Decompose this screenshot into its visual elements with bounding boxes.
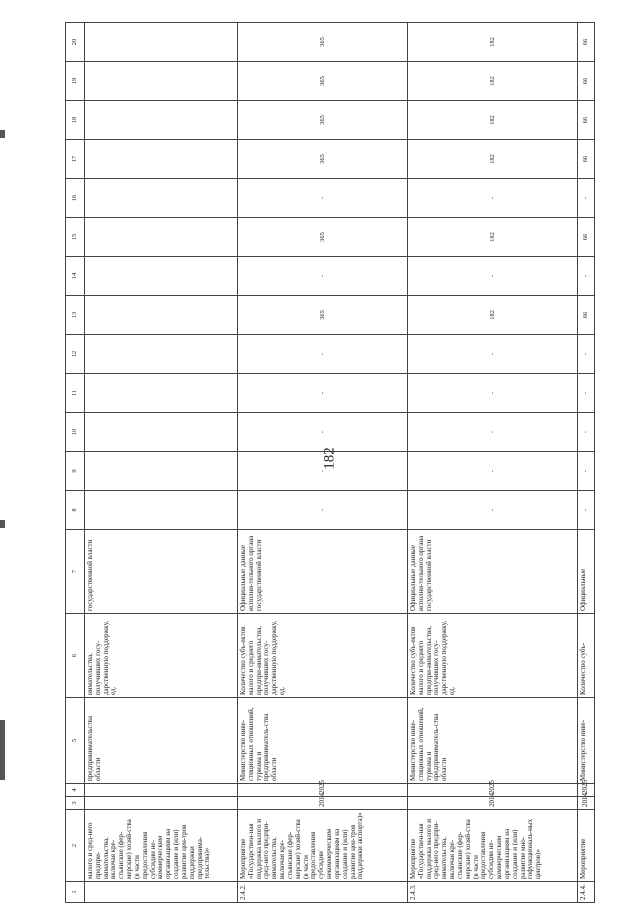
value-cell: - [238, 257, 408, 296]
header-cell: 19 [66, 62, 85, 101]
table-row [238, 23, 408, 903]
value-cell: - [578, 335, 595, 374]
executor: Министерство инве-стиционных отношений, туризма и предприниматель-ства области [238, 698, 408, 784]
row-number: 2.4.4. [578, 882, 595, 903]
measure-name: Мероприятие «Государствен-ная поддержка малого и сред-него предпри-нимательства, включая кре-стьянские (фер-мерские) хозяй-ства (в части предоставления субсидии некоммерческим организациям на создание и (или) развитие цен-тров поддержки экспорта)» [238, 810, 408, 882]
value-cell: 365 [238, 296, 408, 335]
value-cell: - [578, 179, 595, 218]
value-cell: - [408, 257, 578, 296]
header-cell: 18 [66, 101, 85, 140]
header-cell: 3 [66, 797, 85, 810]
row-number [85, 882, 238, 903]
value-cell [85, 296, 238, 335]
value-cell [85, 140, 238, 179]
header-cell: 6 [66, 614, 85, 698]
value-cell [85, 491, 238, 530]
value-cell: - [238, 413, 408, 452]
value-cell [85, 374, 238, 413]
header-cell: 4 [66, 784, 85, 797]
value-cell: 182 [408, 296, 578, 335]
indicator: Количество субъ- [578, 614, 595, 698]
binding-mark [0, 130, 5, 138]
value-cell: - [238, 374, 408, 413]
value-cell: 365 [238, 23, 408, 62]
row-number: 2.4.2. [238, 882, 408, 903]
value-cell [85, 179, 238, 218]
value-cell: - [578, 374, 595, 413]
header-cell: 15 [66, 218, 85, 257]
indicator: нимательства, получивших госу-дарственную поддержку, ед. [85, 614, 238, 698]
value-cell: 365 [238, 62, 408, 101]
value-cell: - [408, 374, 578, 413]
start-year: 2014 [408, 797, 578, 810]
value-cell: 182 [408, 218, 578, 257]
executor: Министерство инве-стиционных отношений, туризма и предприниматель-ства области [408, 698, 578, 784]
value-cell: 182 [408, 101, 578, 140]
value-cell: - [238, 491, 408, 530]
value-cell: 66 [578, 140, 595, 179]
header-cell: 2 [66, 810, 85, 882]
header-cell: 17 [66, 140, 85, 179]
data-source: государственной власти [85, 530, 238, 614]
indicator: Количество субъ-ектов малого и среднего предпри-нимательства, получивших госу-дарственную поддержку, ед. [238, 614, 408, 698]
measure-name: Мероприятие [578, 810, 595, 882]
value-cell: 182 [408, 23, 578, 62]
value-cell: - [408, 335, 578, 374]
row-number: 2.4.3. [408, 882, 578, 903]
end-year: 2025 [408, 784, 578, 797]
value-cell: 66 [578, 218, 595, 257]
binding-mark [0, 520, 5, 528]
value-cell: - [408, 179, 578, 218]
value-cell: - [408, 452, 578, 491]
value-cell: - [238, 179, 408, 218]
value-cell: - [408, 413, 578, 452]
indicator: Количество субъ-ектов малого и среднего предпри-нимательства, получивших госу-дарственную поддержку, ед. [408, 614, 578, 698]
table-row [578, 23, 595, 903]
executor: предпринимательства области [85, 698, 238, 784]
value-cell: 66 [578, 23, 595, 62]
header-cell: 9 [66, 452, 85, 491]
data-source: Официальные [578, 530, 595, 614]
table-row [408, 23, 578, 903]
value-cell [85, 452, 238, 491]
indicators-table [65, 22, 595, 903]
value-cell: 66 [578, 101, 595, 140]
header-cell: 13 [66, 296, 85, 335]
value-cell: 182 [408, 140, 578, 179]
header-cell: 16 [66, 179, 85, 218]
value-cell: 365 [238, 101, 408, 140]
header-cell: 11 [66, 374, 85, 413]
header-cell: 10 [66, 413, 85, 452]
value-cell: - [238, 452, 408, 491]
value-cell [85, 413, 238, 452]
end-year [85, 784, 238, 797]
measure-name: малого и сред-него предпри-нимательства, включая кре-стьянские (фер-мерские) хозяй-ства (в части предоставления субсидии не-коммерческим организациям на создание и (или) развитие цен-тров поддержки предпринима-тельства)» [85, 810, 238, 882]
measure-name: Мероприятие «Государствен-ная поддержка малого и сред-него предпри-нимательства, включая кре-стьянские (фер-мерские) хозяй-ства (в части предоставления субсидии не-коммерческим организациям на создание и (или) развитие мно-гофункциональ-ных центров)» [408, 810, 578, 882]
header-cell: 14 [66, 257, 85, 296]
header-cell: 20 [66, 23, 85, 62]
value-cell: 66 [578, 62, 595, 101]
start-year: 2014 [238, 797, 408, 810]
header-cell: 12 [66, 335, 85, 374]
value-cell: - [238, 335, 408, 374]
value-cell: - [578, 257, 595, 296]
header-cell: 1 [66, 882, 85, 903]
header-cell: 5 [66, 698, 85, 784]
data-source: Официальные данные исполни-тельного органа государственной власти [238, 530, 408, 614]
table-container [65, 37, 595, 903]
value-cell: 66 [578, 296, 595, 335]
value-cell: 365 [238, 140, 408, 179]
value-cell [85, 23, 238, 62]
value-cell [85, 257, 238, 296]
value-cell [85, 335, 238, 374]
start-year [85, 797, 238, 810]
value-cell: - [578, 452, 595, 491]
value-cell: 182 [408, 62, 578, 101]
end-year: 2025 [238, 784, 408, 797]
header-cell: 7 [66, 530, 85, 614]
header-row [66, 23, 85, 903]
header-cell: 8 [66, 491, 85, 530]
value-cell: - [578, 491, 595, 530]
binding-mark [0, 720, 5, 780]
data-source: Официальные данные исполни-тельного органа государственной власти [408, 530, 578, 614]
table-row [85, 23, 238, 903]
value-cell: - [408, 491, 578, 530]
end-year: 2025 [578, 784, 595, 797]
value-cell [85, 62, 238, 101]
start-year: 2014 [578, 797, 595, 810]
page-number: 182 [321, 447, 338, 470]
value-cell [85, 218, 238, 257]
value-cell [85, 101, 238, 140]
executor: Министерство инве- [578, 698, 595, 784]
value-cell: 365 [238, 218, 408, 257]
value-cell: - [578, 413, 595, 452]
